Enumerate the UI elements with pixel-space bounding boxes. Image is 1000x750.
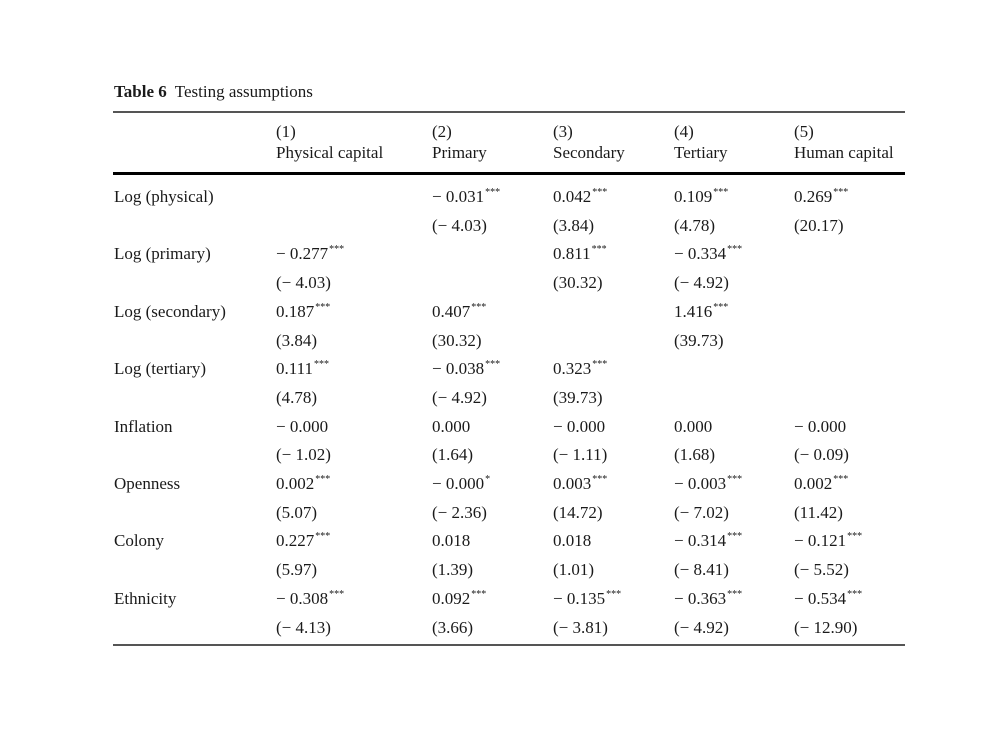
t-statistic-cell: (− 4.03) — [432, 215, 487, 235]
coefficient-cell — [674, 474, 742, 494]
coefficient-value: 0.407 — [432, 301, 471, 321]
coefficient-value: − 0.038 — [432, 359, 485, 379]
significance-stars: *** — [606, 588, 622, 600]
coefficient-value: − 0.000 — [553, 416, 606, 436]
coefficient-value: 0.000 — [432, 416, 471, 436]
coefficient-cell — [432, 531, 470, 551]
t-statistic-cell: (20.17) — [794, 215, 844, 235]
significance-stars: *** — [727, 588, 743, 600]
row-label: Log (physical) — [114, 187, 214, 206]
top-rule — [113, 111, 905, 113]
coefficient-value: − 0.277 — [276, 244, 329, 264]
column-name: Tertiary — [674, 143, 728, 162]
coefficient-value: − 0.031 — [432, 187, 485, 206]
significance-stars: *** — [713, 301, 729, 313]
coefficient-value: − 0.135 — [553, 588, 606, 608]
t-statistic-cell: (− 7.02) — [674, 502, 729, 522]
t-statistic-cell: (− 2.36) — [432, 502, 487, 522]
t-statistic-cell: (− 1.11) — [553, 445, 608, 465]
coefficient-cell — [553, 359, 607, 379]
column-index: (1) — [276, 122, 296, 141]
coefficient-value: 0.269 — [794, 187, 833, 206]
t-statistic-cell: (3.66) — [432, 617, 474, 637]
row-label: Log (tertiary) — [114, 359, 207, 379]
column-index: (2) — [432, 122, 452, 141]
table-title: Testing assumptions — [174, 82, 313, 101]
coefficient-cell — [276, 244, 344, 264]
coefficient-value: 0.002 — [794, 474, 833, 493]
t-statistic-cell: (4.78) — [674, 215, 716, 235]
coefficient-value: − 0.314 — [674, 531, 727, 551]
t-statistic-cell: (− 4.03) — [276, 273, 331, 293]
coefficient-value: 0.042 — [553, 187, 592, 206]
significance-stars: *** — [314, 359, 329, 371]
significance-stars: *** — [315, 531, 331, 543]
significance-stars: *** — [727, 244, 743, 256]
column-name: Secondary — [553, 143, 625, 162]
coefficient-cell — [276, 589, 344, 609]
coefficient-cell — [432, 187, 500, 207]
significance-stars: *** — [727, 474, 743, 485]
significance-stars: *** — [833, 187, 849, 198]
column-header-3 — [553, 121, 625, 163]
coefficient-cell — [432, 417, 470, 437]
column-header-2 — [432, 121, 487, 163]
significance-stars: *** — [591, 244, 607, 256]
column-index: (4) — [674, 122, 694, 141]
coefficient-cell — [794, 187, 848, 207]
coefficient-cell — [553, 187, 607, 207]
coefficient-cell — [794, 474, 848, 494]
coefficient-cell — [674, 531, 742, 551]
t-statistic-cell: (− 3.81) — [553, 617, 608, 637]
t-statistic-cell: (4.78) — [276, 387, 318, 407]
coefficient-cell — [553, 417, 605, 437]
t-statistic-cell: (− 4.13) — [276, 617, 331, 637]
coefficient-cell — [674, 187, 728, 207]
coefficient-value: − 0.363 — [674, 588, 727, 608]
significance-stars: *** — [847, 531, 863, 543]
coefficient-value: − 0.308 — [276, 588, 329, 608]
column-name: Primary — [432, 143, 487, 162]
significance-stars: * — [485, 474, 491, 485]
coefficient-value: 0.187 — [276, 301, 315, 321]
coefficient-value: − 0.334 — [674, 244, 727, 264]
t-statistic-cell: (5.97) — [276, 560, 318, 580]
t-statistic-cell: (− 8.41) — [674, 560, 729, 580]
row-label: Log (secondary) — [114, 301, 226, 321]
coefficient-cell — [276, 302, 330, 322]
bottom-rule — [113, 644, 905, 646]
significance-stars: *** — [592, 359, 608, 371]
significance-stars: *** — [713, 187, 729, 198]
coefficient-value: 0.323 — [553, 359, 592, 379]
t-statistic-cell: (30.32) — [553, 273, 603, 293]
column-name: Human capital — [794, 143, 894, 162]
t-statistic-cell: (5.07) — [276, 502, 318, 522]
significance-stars: *** — [315, 301, 331, 313]
row-label: Ethnicity — [114, 588, 177, 608]
column-index: (5) — [794, 122, 814, 141]
coefficient-value: − 0.000 — [276, 416, 329, 436]
row-label: Log (primary) — [114, 244, 211, 264]
coefficient-value: 0.000 — [674, 416, 713, 436]
coefficient-cell — [674, 244, 742, 264]
t-statistic-cell: (39.73) — [553, 387, 603, 407]
row-label: Inflation — [114, 416, 173, 436]
column-index: (3) — [553, 122, 573, 141]
coefficient-value: 0.811 — [553, 244, 591, 264]
column-name: Physical capital — [276, 143, 384, 162]
coefficient-cell — [674, 589, 742, 609]
significance-stars: *** — [329, 244, 345, 256]
coefficient-cell — [553, 589, 621, 609]
coefficient-value: 0.111 — [276, 359, 313, 379]
coefficient-cell — [553, 244, 607, 264]
t-statistic-cell: (− 12.90) — [794, 617, 858, 637]
coefficient-value: 0.109 — [674, 187, 713, 206]
table-caption — [114, 82, 313, 102]
significance-stars: *** — [329, 588, 345, 600]
coefficient-value: 0.003 — [553, 474, 592, 493]
t-statistic-cell: (− 0.09) — [794, 445, 849, 465]
coefficient-cell — [276, 417, 328, 437]
coefficient-cell — [276, 531, 330, 551]
coefficient-cell — [553, 474, 607, 494]
significance-stars: *** — [471, 301, 487, 313]
coefficient-cell — [794, 589, 862, 609]
significance-stars: *** — [592, 474, 608, 485]
t-statistic-cell: (1.68) — [674, 445, 716, 465]
significance-stars: *** — [485, 359, 501, 371]
t-statistic-cell: (3.84) — [553, 215, 595, 235]
coefficient-cell — [794, 417, 846, 437]
coefficient-value: 0.018 — [432, 531, 471, 551]
column-header-4 — [674, 121, 728, 163]
coefficient-value: 0.227 — [276, 531, 315, 551]
t-statistic-cell: (− 4.92) — [674, 617, 729, 637]
column-header-5 — [794, 121, 894, 163]
row-label: Openness — [114, 474, 181, 493]
t-statistic-cell: (1.01) — [553, 560, 595, 580]
significance-stars: *** — [485, 187, 501, 198]
coefficient-value: − 0.534 — [794, 588, 847, 608]
t-statistic-cell: (30.32) — [432, 330, 482, 350]
significance-stars: *** — [592, 187, 608, 198]
coefficient-value: − 0.121 — [794, 531, 847, 551]
table-number: Table 6 — [114, 82, 167, 101]
significance-stars: *** — [847, 588, 863, 600]
t-statistic-cell: (− 5.52) — [794, 560, 849, 580]
t-statistic-cell: (− 4.92) — [432, 387, 487, 407]
t-statistic-cell: (11.42) — [794, 502, 843, 522]
coefficient-value: − 0.000 — [794, 416, 847, 436]
coefficient-cell — [432, 302, 486, 322]
significance-stars: *** — [315, 474, 331, 485]
coefficient-value: 1.416 — [674, 301, 713, 321]
t-statistic-cell: (3.84) — [276, 330, 318, 350]
t-statistic-cell: (− 1.02) — [276, 445, 331, 465]
t-statistic-cell: (1.64) — [432, 445, 474, 465]
coefficient-cell — [276, 474, 330, 494]
coefficient-cell — [794, 531, 862, 551]
coefficient-value: 0.092 — [432, 588, 471, 608]
header-rule — [113, 172, 905, 175]
coefficient-cell — [432, 359, 500, 379]
coefficient-cell — [432, 474, 490, 494]
coefficient-value: − 0.000 — [432, 474, 485, 493]
coefficient-cell — [276, 359, 329, 379]
coefficient-value: 0.018 — [553, 531, 592, 551]
t-statistic-cell: (1.39) — [432, 560, 474, 580]
significance-stars: *** — [727, 531, 743, 543]
coefficient-value: − 0.003 — [674, 474, 727, 493]
significance-stars: *** — [471, 588, 487, 600]
t-statistic-cell: (14.72) — [553, 502, 603, 522]
t-statistic-cell: (− 4.92) — [674, 273, 729, 293]
significance-stars: *** — [833, 474, 849, 485]
coefficient-cell — [674, 302, 728, 322]
coefficient-cell — [432, 589, 486, 609]
coefficient-cell — [674, 417, 712, 437]
row-label: Colony — [114, 531, 165, 551]
coefficient-value: 0.002 — [276, 474, 315, 493]
column-header-1 — [276, 121, 383, 163]
coefficient-cell — [553, 531, 591, 551]
t-statistic-cell: (39.73) — [674, 330, 724, 350]
